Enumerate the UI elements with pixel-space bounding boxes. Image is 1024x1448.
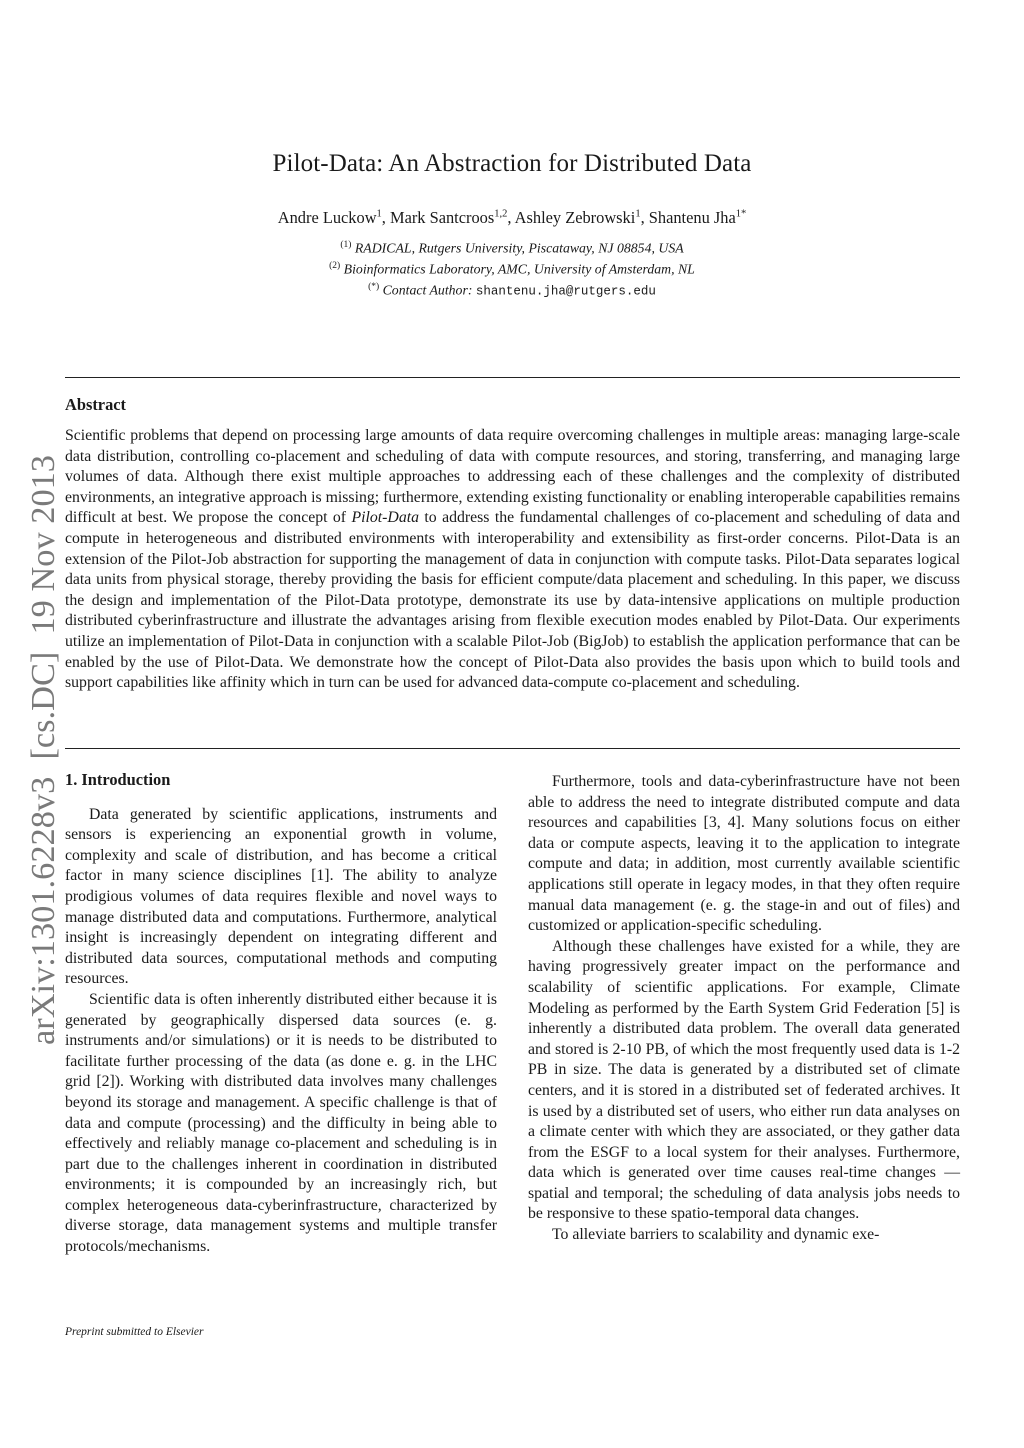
paragraph: Data generated by scientific applications, instruments and sensors is experiencing an exponential growth in volume, complexity and scale of distribution, and has become a critical factor in many science disciplines [1]. The ability to analyze prodigious volumes of data requires flexible and novel ways to manage distributed data and computations. Furthermore, analytical insight is increasingly dependent on integrating different and distributed data sources, computational methods and computing resources. (65, 805, 497, 988)
affiliation-2: $^{(2)}$ Bioinformatics Laboratory, AMC, University of Amsterdam, NL (329, 261, 695, 277)
right-column (528, 772, 960, 1246)
author-list: Andre Luckow$^1$, Mark Santcroos$^{1,2}$, Ashley Zebrowski$^1$, Shantenu Jha$^{1*}$ (277, 208, 747, 227)
arxiv-stamp-text: arXiv:1301.6228v3 [cs.DC] 19 Nov 2013 (25, 469, 62, 1045)
author: Shantenu Jha$^{1*}$ (648, 208, 747, 227)
paragraph: Furthermore, tools and data-cyberinfrastructure have not been able to address the need to integrate distributed compute and data resources and capabilities [3, 4]. Many solutions focus on either data or compute aspects, leaving it to the application to integrate compute and data; in addition, most currently available scientific applications still operate in legacy modes, in that they often require manual data management (e. g. the stage-in and out of files) and customized or application-specific scheduling. (528, 773, 960, 935)
abstract-text: Scientific problems that depend on processing large amounts of data require overcoming challenges in multiple areas: managing large-scale data distribution, controlling co-placement and scheduling of data with compute resources, and storing, transferring, and managing large volumes of data. Although there exist multiple approaches to addressing each of these challenges and the complexity of distributed environments, an integrative approach is missing; furthermore, extending existing functionality or enabling interoperable capabilities remains difficult at best. We propose the concept of Pilot-Data to address the fundamental challenges of co-placement and scheduling of data and compute in heterogeneous and distributed environments with interoperability and extensibility as first-order concerns. Pilot-Data is an extension of the Pilot-Job abstraction for supporting the management of data in conjunction with compute tasks. Pilot-Data separates logical data units from physical storage, thereby providing the basis for efficient compute/data placement and scheduling. In this paper, we discuss the design and implementation of the Pilot-Data prototype, demonstrate its use by data-intensive applications on multiple production distributed cyberinfrastructure and illustrate the advantages arising from flexible execution modes enabled by Pilot-Data. Our experiments utilize an implementation of Pilot-Data in conjunction with a scalable Pilot-Job (BigJob) to establish the application performance that can be enabled by the use of Pilot-Data. We demonstrate how the concept of Pilot-Data also provides the basis upon which to build tools and support capabilities like affinity which in turn can be used for advanced data-compute co-placement and scheduling. (65, 427, 960, 692)
author: Andre Luckow$^1$ (277, 208, 382, 227)
paragraph: Although these challenges have existed for a while, they are having progressively greater impact on the performance and scalability of scientific applications. For example, Climate Modeling as performed by the Earth System Grid Federation [5] is inherently a distributed data problem. The overall data generated and stored is 2-10 PB, of which the most frequently used data is 1-2 PB in size. The data is generated by a distributed set of climate centers, and it is stored in a distributed set of federated archives. It is used by a distributed set of users, who either run data analyses on a climate center with which they are associated, or they gather data from the ESGF to a local system for their analyses. Furthermore, data which is generated over time causes real-time changes — spatial and temporal; the scheduling of data analysis jobs needs to be responsive to these spatio-temporal data changes. (528, 937, 960, 1223)
contact-author: (*) Contact Author: shantenu.jha@rutgers.edu (368, 282, 656, 299)
left-column (65, 770, 497, 1258)
author: Ashley Zebrowski$^1$ (514, 208, 641, 227)
author: Mark Santcroos$^{1,2}$ (390, 208, 508, 227)
paper-title: Pilot-Data: An Abstraction for Distributed Data (272, 150, 752, 177)
abstract-top-rule (65, 377, 960, 378)
abstract-bottom-rule (65, 748, 960, 749)
contact-email[interactable]: shantenu.jha@rutgers.edu (475, 284, 656, 299)
paragraph: Scientific data is often inherently distributed either because it is generated by geographically dispersed data sources (e. g. instruments and/or simulations) or it is needs to be distributed to facilitate further processing of the data (as done e. g. in the LHC grid [2]). Working with distributed data involves many challenges beyond its storage and management. A specific challenge is that of data and compute (processing) and the difficulty in being able to effectively and reliably manage co-placement and scheduling is in part due to the challenges inherent in coordination in distributed environments; it is compounded by an increasingly rich, but complex heterogeneous data-cyberinfrastructure, characterized by diverse storage, data management systems and multiple transfer protocols/mechanisms. (65, 990, 497, 1256)
arxiv-stamp (20, 450, 62, 1050)
preprint-footer: Preprint submitted to Elsevier (65, 1326, 204, 1338)
abstract-heading: Abstract (65, 395, 126, 414)
paragraph: To alleviate barriers to scalability and dynamic exe- (552, 1226, 880, 1244)
affiliation-1: $^{(1)}$ RADICAL, Rutgers University, Piscataway, NJ 08854, USA (340, 240, 684, 256)
section-heading: 1. Introduction (65, 770, 171, 789)
